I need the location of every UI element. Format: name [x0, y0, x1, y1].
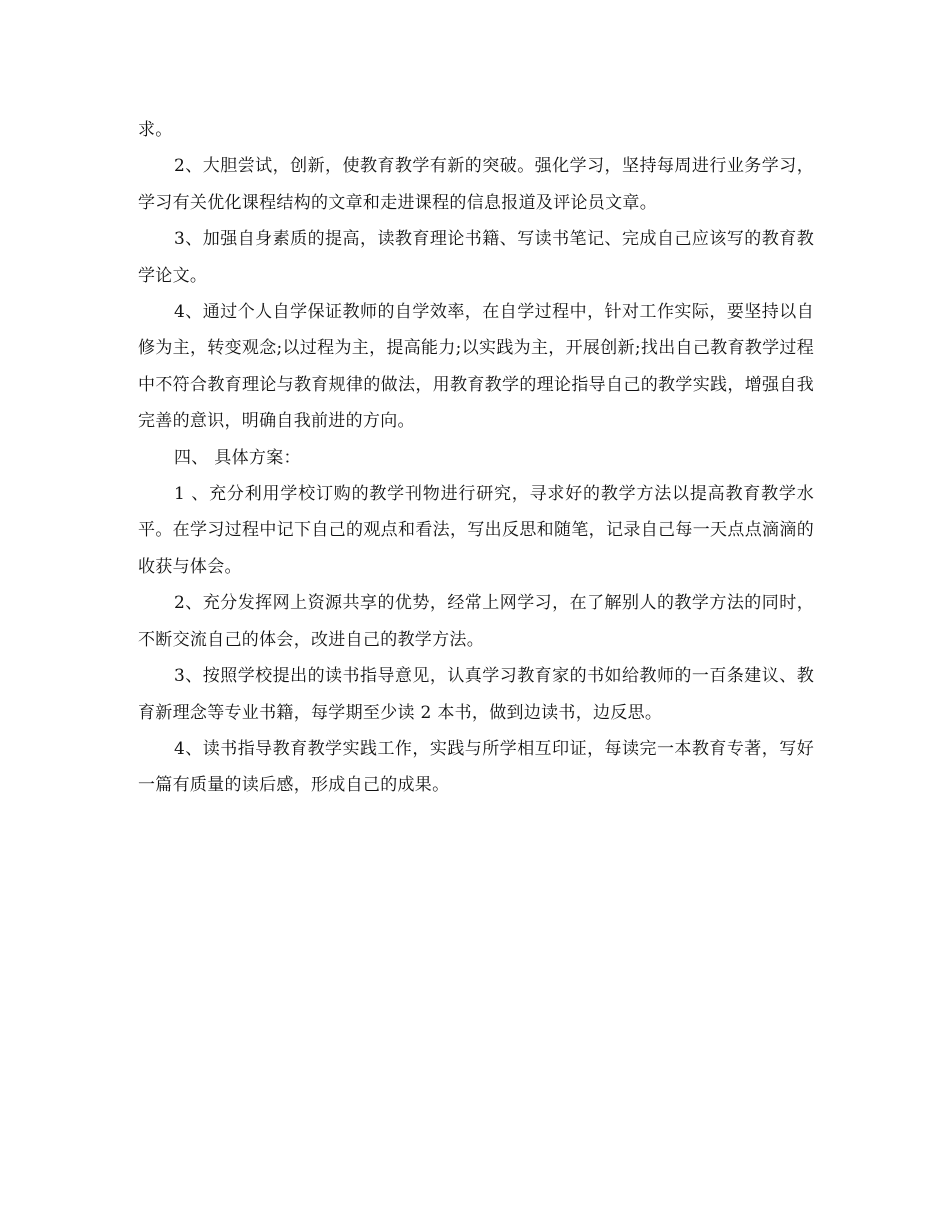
plan-item-4: 4、读书指导教育教学实践工作，实践与所学相互印证，每读完一本教育专著，写好一篇有质量的读后感，形成自己的成果。	[138, 738, 814, 796]
paragraph-item-3: 3、加强自身素质的提高，读教育理论书籍、写读书笔记、完成自己应该写的教育教学论文。	[138, 229, 814, 286]
paragraph-item-4: 4、通过个人自学保证教师的自学效率，在自学过程中，针对工作实际，要坚持以自修为主，转变观念;以过程为主，提高能力;以实践为主，开展创新;找出自己教育教学过程中不符合教育理论与教育规律的做法，用教育教学的理论指导自己的教学实践，增强自我完善的意识，明确自我前进的方向。	[138, 302, 814, 432]
plan-item-3: 3、按照学校提出的读书指导意见，认真学习教育家的书如给教师的一百条建议、教育新理念等专业书籍，每学期至少读 2 本书，做到边读书，边反思。	[138, 666, 814, 723]
paragraph-item-2: 2、大胆尝试，创新，使教育教学有新的突破。强化学习，坚持每周进行业务学习，学习有关优化课程结构的文章和走进课程的信息报道及评论员文章。	[138, 156, 814, 213]
paragraph-continuation: 求。	[138, 120, 173, 140]
section-heading-plan: 四、 具体方案：	[174, 447, 301, 468]
plan-item-1: 1 、充分利用学校订购的教学刊物进行研究，寻求好的教学方法以提高教育教学水平。在学习过程中记下自己的观点和看法，写出反思和随笔，记录自己每一天点点滴滴的收获与体会。	[138, 484, 814, 577]
document-body	[138, 112, 814, 804]
plan-item-2: 2、充分发挥网上资源共享的优势，经常上网学习，在了解别人的教学方法的同时，不断交流自己的体会，改进自己的教学方法。	[138, 593, 814, 650]
